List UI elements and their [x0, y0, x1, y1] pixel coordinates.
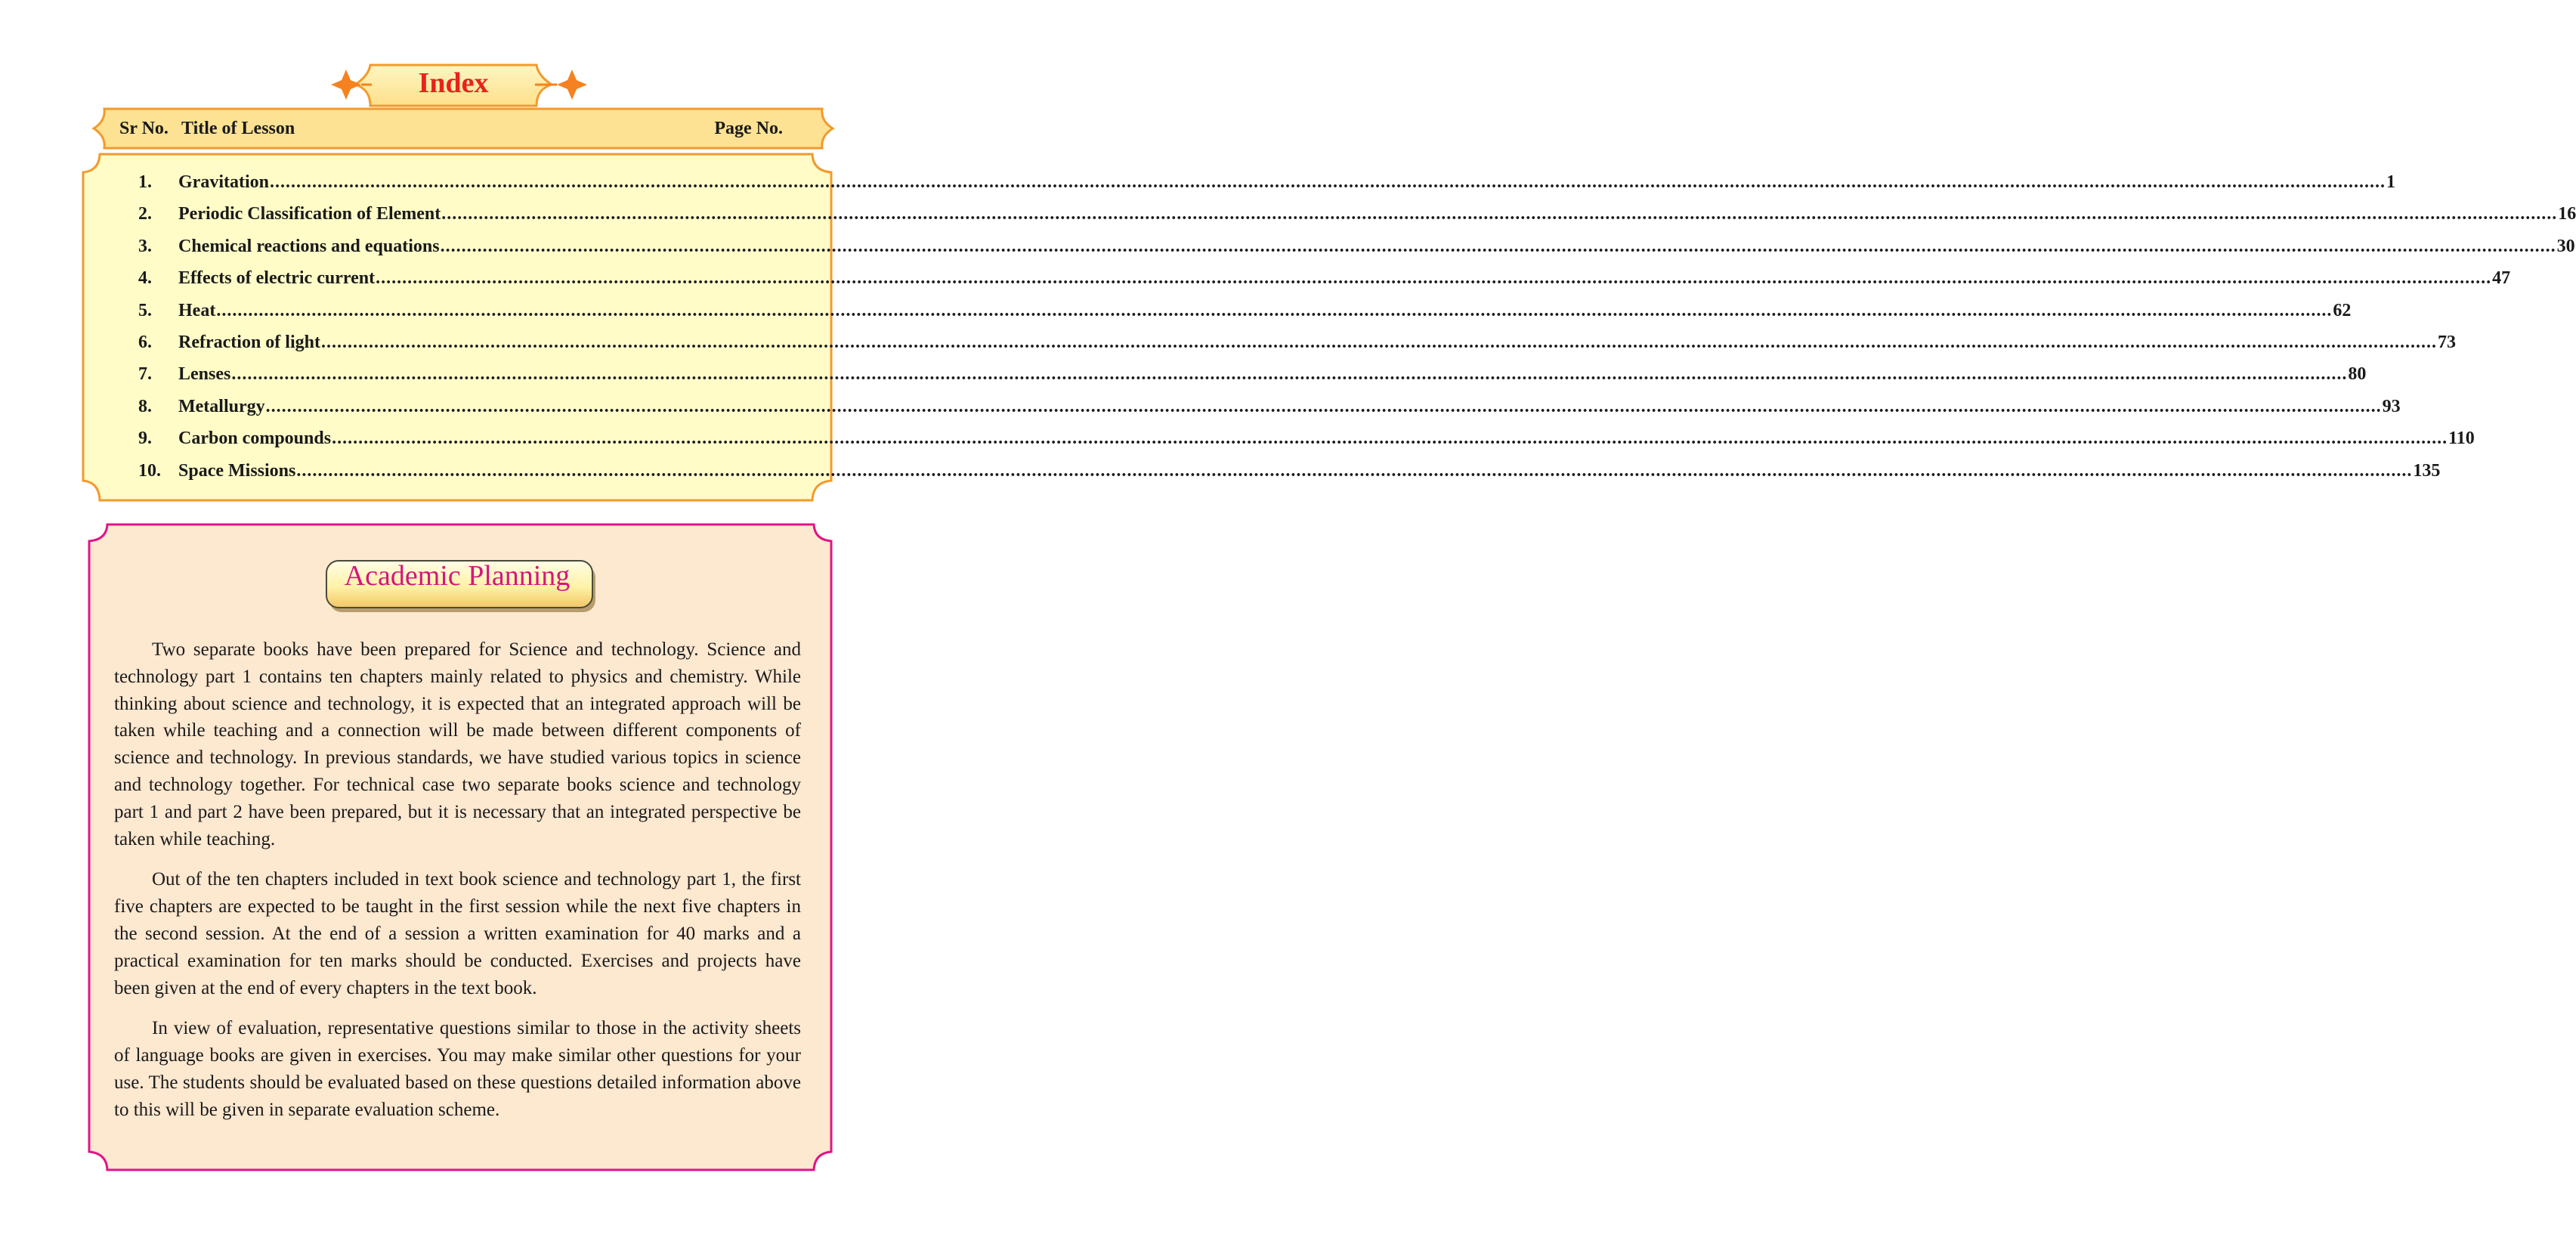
- header-sr-no: Sr No.: [119, 119, 169, 138]
- leader-dots: ................................................................................................................................................................................................................................................................................................................................................................................................................: [376, 268, 2492, 289]
- index-list: [138, 172, 2576, 493]
- leader-dots: ................................................................................................................................................................................................................................................................................................................................................................................................................: [231, 364, 2348, 385]
- leader-dots: ................................................................................................................................................................................................................................................................................................................................................................................................................: [270, 172, 2386, 192]
- index-row[interactable]: [138, 332, 2456, 364]
- lesson-title: Effects of electric current: [178, 268, 376, 289]
- leader-dots: ................................................................................................................................................................................................................................................................................................................................................................................................................: [441, 204, 2558, 224]
- planning-paragraph: In view of evaluation, representative questions similar to those in the activity sheets of language books are given in exercises. You may make similar other questions for your use. The students should be evaluated based on these questions detailed information above to this will be given in separate evaluation scheme.: [114, 1018, 801, 1120]
- lesson-number: 3.: [138, 236, 152, 256]
- lesson-page: 16: [2558, 204, 2576, 224]
- index-row[interactable]: [138, 460, 2441, 493]
- leader-dots: ................................................................................................................................................................................................................................................................................................................................................................................................................: [320, 332, 2437, 352]
- index-row[interactable]: [138, 172, 2395, 204]
- index-row[interactable]: [138, 204, 2576, 236]
- lesson-number: 10.: [138, 460, 161, 481]
- leader-dots: ................................................................................................................................................................................................................................................................................................................................................................................................................: [265, 396, 2382, 416]
- index-row[interactable]: [138, 396, 2401, 429]
- lesson-number: 2.: [138, 204, 152, 224]
- lesson-title: Carbon compounds: [178, 429, 332, 449]
- planning-body: [114, 636, 801, 1137]
- header-page-no: Page No.: [714, 119, 783, 138]
- lesson-page: 1: [2386, 172, 2395, 192]
- lesson-number: 8.: [138, 396, 152, 416]
- index-row[interactable]: [138, 300, 2352, 333]
- lesson-page: 73: [2437, 332, 2456, 352]
- index-title: Index: [418, 67, 489, 99]
- index-row[interactable]: [138, 236, 2575, 268]
- lesson-title: Chemical reactions and equations: [178, 236, 440, 256]
- planning-paragraph: Two separate books have been prepared for Science and technology. Science and technology part 1 contains ten chapters mainly related to physics and chemistry. While thinking about science and technology, it is expected that an integrated approach will be taken while teaching and a connection will be made between different components of science and technology. In previous standards, we have studied various topics in science and technology together. For technical case two separate books science and technology part 1 and part 2 have been prepared, but it is necessary that an integrated perspective be taken while teaching.: [114, 639, 801, 849]
- lesson-title: Lenses: [178, 364, 231, 385]
- lesson-page: 93: [2382, 396, 2401, 416]
- lesson-title: Refraction of light: [178, 332, 320, 352]
- index-row[interactable]: [138, 268, 2511, 300]
- planning-title: Academic Planning: [344, 560, 571, 592]
- index-row[interactable]: [138, 364, 2367, 396]
- index-row[interactable]: [138, 429, 2475, 460]
- lesson-number: 5.: [138, 300, 152, 320]
- lesson-page: 135: [2413, 460, 2441, 481]
- lesson-page: 110: [2448, 429, 2475, 449]
- lesson-page: 30: [2556, 236, 2575, 256]
- lesson-title: Gravitation: [178, 172, 269, 192]
- lesson-title: Periodic Classification of Element: [178, 204, 441, 224]
- leader-dots: ................................................................................................................................................................................................................................................................................................................................................................................................................: [296, 460, 2413, 481]
- lesson-number: 4.: [138, 268, 152, 289]
- header-title-of-lesson: Title of Lesson: [181, 119, 295, 138]
- lesson-page: 62: [2333, 300, 2352, 320]
- lesson-title: Heat: [178, 300, 216, 320]
- lesson-title: Metallurgy: [178, 396, 265, 416]
- lesson-page: 80: [2348, 364, 2367, 385]
- right-star-icon: [535, 70, 587, 100]
- lesson-number: 1.: [138, 172, 152, 192]
- lesson-number: 7.: [138, 364, 152, 385]
- leader-dots: ................................................................................................................................................................................................................................................................................................................................................................................................................: [440, 236, 2556, 256]
- lesson-page: 47: [2492, 268, 2511, 289]
- lesson-number: 6.: [138, 332, 152, 352]
- lesson-number: 9.: [138, 429, 152, 449]
- leader-dots: ................................................................................................................................................................................................................................................................................................................................................................................................................: [332, 429, 2448, 449]
- planning-paragraph: Out of the ten chapters included in text book science and technology part 1, the first five chapters are expected to be taught in the first session while the next five chapters in the second session. At the end of a session a written examination for 40 marks and a practical examination for ten marks should be conducted. Exercises and projects have been given at the end of every chapters in the text book.: [114, 869, 801, 998]
- leader-dots: ................................................................................................................................................................................................................................................................................................................................................................................................................: [216, 300, 2333, 320]
- lesson-title: Space Missions: [178, 460, 296, 481]
